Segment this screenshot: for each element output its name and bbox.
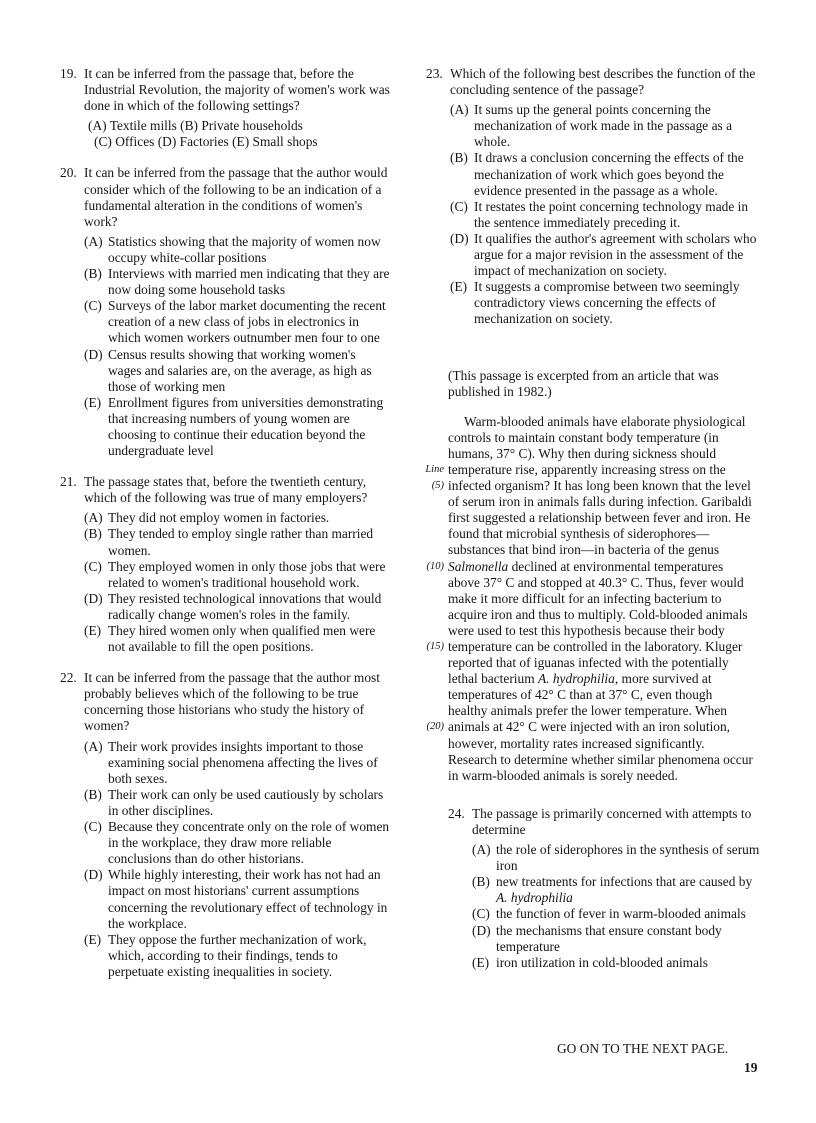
line-number: (10) — [426, 560, 444, 572]
passage-line: (20) animals at 42° C were injected with an iron solution, — [448, 719, 764, 735]
next-page-instruction: GO ON TO THE NEXT PAGE. — [557, 1041, 729, 1056]
page-number: 19 — [744, 1060, 758, 1075]
passage-line: of serum iron in animals falls during infection. Garibaldi — [448, 494, 752, 510]
passage-line: temperatures of 42° C than at 37° C, even though — [448, 687, 713, 703]
passage-line: make it more difficult for an infecting bacterium to — [448, 590, 722, 606]
answer-option-c[interactable]: (C) Because they concentrate only on the role of women in the workplace, they draw more reliable conclusions than do other historians. — [84, 819, 390, 867]
passage-line: in warm-blooded animals is sorely needed. — [448, 767, 678, 783]
question-24 — [448, 806, 764, 971]
passage-line: were used to test this hypothesis because their body — [448, 622, 725, 638]
answer-option-e[interactable]: (E) They oppose the further mechanization of work, which, according to their findings, tends to perpetuate existing inequalities in society. — [84, 931, 367, 979]
question-21 — [60, 474, 392, 655]
question-19 — [60, 66, 392, 150]
left-column — [60, 66, 392, 995]
answer-option-d[interactable]: (D) They resisted technological innovations that would radically change women's roles in the family. — [84, 590, 382, 622]
question-20 — [60, 165, 392, 459]
answer-option-d[interactable]: (D) Census results showing that working women's wages and salaries are, on the average, as high as those of working men — [84, 346, 372, 394]
answer-option-e[interactable]: (E) iron utilization in cold-blooded animals — [472, 954, 708, 970]
answer-option-e[interactable]: (E) They hired women only when qualified men were not available to fill the open positions. — [84, 623, 376, 655]
passage-line: substances that bind iron—in bacteria of the genus — [448, 542, 720, 558]
answer-option-b[interactable]: (B) Interviews with married men indicating that they are now doing some household tasks — [84, 266, 390, 298]
passage-line: first suggested a relationship between fever and iron. He — [448, 510, 751, 526]
passage-line: controls to maintain constant body temperature (in — [448, 429, 719, 445]
passage-line: found that microbial synthesis of siderophores— — [448, 526, 710, 542]
question-stem: The passage is primarily concerned with attempts to determine — [472, 805, 752, 837]
question-number: 24. — [448, 805, 465, 821]
passage-line: reported that of iguanas infected with the potentially — [448, 655, 729, 671]
passage-line: healthy animals prefer the lower temperature. When — [448, 703, 727, 719]
passage-line: acquire iron and thus to multiply. Cold-blooded animals — [448, 606, 748, 622]
answer-option-e[interactable]: (E) Enrollment figures from universities demonstrating that increasing numbers of young women are choosing to continue their education beyond the undergraduate level — [84, 394, 384, 459]
passage-line: lethal bacterium A. hydrophilia, more survived at — [448, 671, 712, 687]
passage-line: (15) temperature can be controlled in the laboratory. Kluger — [448, 639, 764, 655]
answer-option-d[interactable]: (D) the mechanisms that ensure constant body temperature — [472, 922, 722, 954]
answer-option-d[interactable]: (D) It qualifies the author's agreement with scholars who argue for a major revision in the assessment of the impact of mechanization on society. — [450, 230, 757, 279]
line-number: (20) — [426, 721, 444, 733]
passage-line: Warm-blooded animals have elaborate physiological — [464, 413, 746, 429]
question-stem: It can be inferred from the passage that, before the Industrial Revolution, the majority of women's work was done in which of the following settings? — [84, 66, 390, 114]
line-number: (5) — [431, 480, 444, 492]
question-23 — [426, 66, 764, 328]
question-number: 21. — [60, 474, 77, 490]
question-number: 20. — [60, 165, 77, 181]
answer-option-b[interactable]: (B) They tended to employ single rather than married women. — [84, 526, 374, 558]
answer-option-a[interactable]: (A) Their work provides insights important to those examining social phenomena affecting the lives of both sexes. — [84, 738, 378, 786]
answer-option-b[interactable]: (B) It draws a conclusion concerning the effects of the mechanization of work which goes beyond the evidence presented in the passage as a whole. — [450, 150, 744, 198]
question-22 — [60, 670, 392, 980]
answer-option-c[interactable]: (C) It restates the point concerning technology made in the sentence immediately preceding it. — [450, 198, 749, 230]
answer-option-c[interactable]: (C) Surveys of the labor market documenting the recent creation of a new class of jobs in electronics in which women workers outnumber men four to one — [84, 298, 386, 346]
question-stem: It can be inferred from the passage that the author most probably believes which of the following to be true concerning those historians who study the history of women? — [84, 670, 380, 734]
question-stem: It can be inferred from the passage that the author would consider which of the following to be an indication of a fundamental alteration in the conditions of women's work? — [84, 165, 388, 229]
right-column — [426, 66, 764, 986]
question-number: 23. — [426, 66, 443, 81]
passage-line: (10) Salmonella declined at environmental temperatures — [448, 559, 764, 575]
answer-options-line[interactable]: (C) Offices (D) Factories (E) Small shops — [94, 134, 318, 150]
line-number: (15) — [426, 641, 444, 652]
answer-option-b[interactable]: (B) Their work can only be used cautiously by scholars in other disciplines. — [84, 786, 384, 818]
answer-option-b[interactable]: (B) new treatments for infections that are caused by A. hydrophilia — [472, 874, 753, 906]
answer-option-d[interactable]: (D) While highly interesting, their work has not had an impact on most historians' current assumptions concerning the revolutionary effect of technology in the workplace. — [84, 867, 388, 931]
answer-options-line[interactable]: (A) Textile mills (B) Private households — [88, 118, 303, 134]
passage-source-note: (This passage is excerpted from an article that was published in 1982.) — [448, 367, 719, 399]
question-stem: Which of the following best describes the function of the concluding sentence of the passage? — [450, 66, 756, 98]
passage-line: humans, 37° C). Why then during sickness should — [448, 445, 717, 461]
passage-line: Research to determine whether similar phenomena occur — [448, 751, 753, 767]
answer-option-c[interactable]: (C) the function of fever in warm-blooded animals — [472, 906, 746, 922]
passage-line: above 37° C and stopped at 40.3° C. Thus, fever would — [448, 574, 744, 590]
answer-option-a[interactable]: (A) They did not employ women in factories. — [84, 510, 330, 526]
question-number: 19. — [60, 66, 77, 81]
passage-line: (5) infected organism? It has long been known that the level — [448, 478, 764, 494]
passage-line: however, mortality rates increased significantly. — [448, 735, 705, 751]
question-stem: The passage states that, before the twentieth century, which of the following was true of many employers? — [84, 474, 368, 506]
answer-option-a[interactable]: (A) the role of siderophores in the synthesis of serum iron — [472, 842, 760, 874]
reading-passage — [425, 413, 764, 784]
question-number: 22. — [60, 670, 77, 686]
passage-line: Line temperature rise, apparently increasing stress on the — [448, 462, 764, 478]
answer-option-c[interactable]: (C) They employed women in only those jobs that were related to women's traditional household work. — [84, 558, 386, 590]
answer-option-a[interactable]: (A) It sums up the general points concerning the mechanization of work made in the passage as a whole. — [450, 102, 733, 150]
line-label: Line — [425, 463, 444, 475]
answer-option-a[interactable]: (A) Statistics showing that the majority of women now occupy white-collar positions — [84, 233, 381, 265]
answer-option-e[interactable]: (E) It suggests a compromise between two seemingly contradictory views concerning the effects of mechanization on society. — [450, 279, 740, 327]
